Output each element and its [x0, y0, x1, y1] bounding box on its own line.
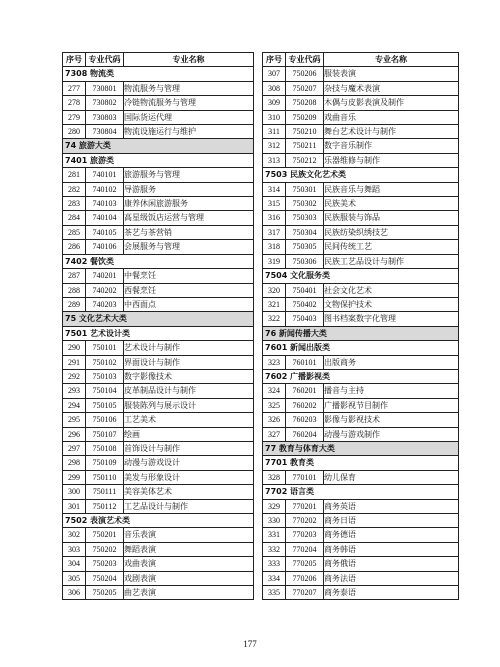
table-row [63, 355, 254, 369]
table-row [63, 441, 254, 455]
subcategory-label: 7502 表演艺术类 [63, 514, 254, 528]
row-code: 760204 [286, 427, 324, 441]
row-code: 740101 [86, 168, 124, 182]
table-row [63, 398, 254, 412]
table-row [63, 499, 254, 513]
table-row [263, 413, 459, 427]
table-row [63, 369, 254, 383]
row-code: 750301 [286, 182, 324, 196]
row-serial: 292 [63, 369, 86, 383]
table-row [63, 470, 254, 484]
row-serial: 311 [263, 125, 286, 139]
row-serial: 297 [63, 441, 86, 455]
row-serial: 304 [63, 557, 86, 571]
row-major-name: 广播影视节目制作 [324, 398, 459, 412]
row-major-name: 图书档案数字化管理 [324, 312, 459, 326]
row-serial: 326 [263, 413, 286, 427]
row-major-name: 民族美术 [324, 197, 459, 211]
row-serial: 283 [63, 197, 86, 211]
row-serial: 305 [63, 571, 86, 585]
row-major-name: 国际货运代理 [124, 110, 254, 124]
row-code: 750212 [286, 153, 324, 167]
table-row [263, 254, 459, 268]
row-major-name: 冷链物流服务与管理 [124, 96, 254, 110]
category-row [63, 312, 254, 326]
row-major-name: 动漫与游戏设计 [124, 456, 254, 470]
row-code: 740203 [86, 297, 124, 311]
row-serial: 316 [263, 211, 286, 225]
row-major-name: 文物保护技术 [324, 297, 459, 311]
row-serial: 281 [63, 168, 86, 182]
row-code: 750208 [286, 96, 324, 110]
table-row [63, 81, 254, 95]
row-major-name: 民族纺染织绣技艺 [324, 225, 459, 239]
row-major-name: 数字音乐制作 [324, 139, 459, 153]
table-row [63, 528, 254, 542]
row-serial: 280 [63, 125, 86, 139]
row-serial: 328 [263, 470, 286, 484]
right-major-table [262, 52, 459, 600]
row-serial: 329 [263, 499, 286, 513]
row-code: 770207 [286, 586, 324, 600]
row-major-name: 商务德语 [324, 528, 459, 542]
row-major-name: 商务法语 [324, 571, 459, 585]
row-code: 750207 [286, 81, 324, 95]
row-major-name: 民族服装与饰品 [324, 211, 459, 225]
category-row [63, 139, 254, 153]
subcategory-label: 7601 新闻出版类 [263, 341, 459, 355]
row-serial: 314 [263, 182, 286, 196]
header-serial: 序号 [63, 53, 86, 67]
row-major-name: 美发与形象设计 [124, 470, 254, 484]
row-code: 760203 [286, 413, 324, 427]
subcategory-label: 7308 物流类 [63, 67, 254, 81]
table-row [263, 355, 459, 369]
row-major-name: 界面设计与制作 [124, 355, 254, 369]
table-row [63, 297, 254, 311]
row-code: 750206 [286, 67, 324, 81]
row-major-name: 艺术设计与制作 [124, 341, 254, 355]
row-code: 750303 [286, 211, 324, 225]
row-major-name: 播音与主持 [324, 384, 459, 398]
row-serial: 287 [63, 269, 86, 283]
table-row [263, 470, 459, 484]
table-row [263, 528, 459, 542]
row-code: 750204 [86, 571, 124, 585]
row-serial: 331 [263, 528, 286, 542]
table-header-row [263, 53, 459, 67]
row-serial: 324 [263, 384, 286, 398]
row-major-name: 皮革制品设计与制作 [124, 384, 254, 398]
row-major-name: 工艺美术 [124, 413, 254, 427]
row-code: 750107 [86, 427, 124, 441]
subcategory-label: 7702 语言类 [263, 485, 459, 499]
row-major-name: 舞蹈表演 [124, 542, 254, 556]
table-row [263, 240, 459, 254]
row-code: 740104 [86, 211, 124, 225]
row-serial: 333 [263, 557, 286, 571]
left-table-body [63, 67, 254, 600]
row-serial: 317 [263, 225, 286, 239]
row-major-name: 戏剧表演 [124, 571, 254, 585]
subcategory-label: 7701 教育类 [263, 456, 459, 470]
row-code: 750104 [86, 384, 124, 398]
row-major-name: 中餐烹饪 [124, 269, 254, 283]
row-code: 740105 [86, 225, 124, 239]
row-major-name: 美容美体艺术 [124, 485, 254, 499]
row-serial: 321 [263, 297, 286, 311]
row-major-name: 木偶与皮影表演及制作 [324, 96, 459, 110]
row-code: 750401 [286, 283, 324, 297]
row-code: 750101 [86, 341, 124, 355]
header-serial: 序号 [263, 53, 286, 67]
row-code: 730802 [86, 96, 124, 110]
table-row [263, 96, 459, 110]
row-major-name: 杂技与魔术表演 [324, 81, 459, 95]
row-major-name: 高星级饭店运营与管理 [124, 211, 254, 225]
row-major-name: 工艺品设计与制作 [124, 499, 254, 513]
row-code: 770206 [286, 571, 324, 585]
row-serial: 325 [263, 398, 286, 412]
table-row [63, 542, 254, 556]
table-row [263, 182, 459, 196]
category-label: 74 旅游大类 [63, 139, 254, 153]
table-row [263, 125, 459, 139]
table-row [63, 225, 254, 239]
row-major-name: 幼儿保育 [324, 470, 459, 484]
subcategory-row [263, 168, 459, 182]
table-row [63, 182, 254, 196]
table-row [63, 485, 254, 499]
table-row [63, 211, 254, 225]
subcategory-row [263, 456, 459, 470]
table-row [263, 211, 459, 225]
row-code: 760101 [286, 355, 324, 369]
row-major-name: 物流服务与管理 [124, 81, 254, 95]
subcategory-row [263, 485, 459, 499]
subcategory-label: 7501 艺术设计类 [63, 326, 254, 340]
category-label: 76 新闻传播大类 [263, 326, 459, 340]
row-code: 750112 [86, 499, 124, 513]
row-serial: 332 [263, 542, 286, 556]
row-major-name: 民族工艺品设计与制作 [324, 254, 459, 268]
row-serial: 319 [263, 254, 286, 268]
row-major-name: 戏曲音乐 [324, 110, 459, 124]
row-code: 770205 [286, 557, 324, 571]
category-label: 75 文化艺术大类 [63, 312, 254, 326]
row-serial: 302 [63, 528, 86, 542]
row-major-name: 影像与影视技术 [324, 413, 459, 427]
row-code: 750106 [86, 413, 124, 427]
row-serial: 291 [63, 355, 86, 369]
row-major-name: 会展服务与管理 [124, 240, 254, 254]
subcategory-row [63, 153, 254, 167]
row-major-name: 首饰设计与制作 [124, 441, 254, 455]
row-major-name: 茶艺与茶营销 [124, 225, 254, 239]
row-code: 750103 [86, 369, 124, 383]
table-row [263, 67, 459, 81]
subcategory-row [63, 326, 254, 340]
row-serial: 334 [263, 571, 286, 585]
row-major-name: 商务日语 [324, 514, 459, 528]
row-serial: 289 [63, 297, 86, 311]
row-code: 750109 [86, 456, 124, 470]
subcategory-row [63, 67, 254, 81]
table-row [63, 96, 254, 110]
table-row [63, 269, 254, 283]
row-code: 770101 [286, 470, 324, 484]
row-serial: 282 [63, 182, 86, 196]
row-serial: 284 [63, 211, 86, 225]
row-code: 760202 [286, 398, 324, 412]
table-row [63, 168, 254, 182]
table-row [263, 139, 459, 153]
row-code: 750203 [86, 557, 124, 571]
table-row [263, 110, 459, 124]
row-serial: 310 [263, 110, 286, 124]
row-major-name: 中西面点 [124, 297, 254, 311]
row-major-name: 戏曲表演 [124, 557, 254, 571]
header-name: 专业名称 [124, 53, 254, 67]
row-code: 730804 [86, 125, 124, 139]
row-serial: 313 [263, 153, 286, 167]
row-serial: 307 [263, 67, 286, 81]
row-code: 750305 [286, 240, 324, 254]
subcategory-label: 7504 文化服务类 [263, 269, 459, 283]
table-row [63, 240, 254, 254]
subcategory-row [263, 369, 459, 383]
row-major-name: 西餐烹饪 [124, 283, 254, 297]
category-row [263, 441, 459, 455]
table-row [63, 456, 254, 470]
table-row [63, 384, 254, 398]
subcategory-label: 7402 餐饮类 [63, 254, 254, 268]
row-major-name: 社会文化艺术 [324, 283, 459, 297]
row-serial: 279 [63, 110, 86, 124]
row-code: 770201 [286, 499, 324, 513]
row-code: 750209 [286, 110, 324, 124]
row-serial: 288 [63, 283, 86, 297]
row-serial: 298 [63, 456, 86, 470]
table-row [63, 341, 254, 355]
row-code: 750403 [286, 312, 324, 326]
row-serial: 301 [63, 499, 86, 513]
table-row [63, 110, 254, 124]
row-major-name: 音乐表演 [124, 528, 254, 542]
row-code: 740102 [86, 182, 124, 196]
row-major-name: 物流设施运行与维护 [124, 125, 254, 139]
table-row [263, 499, 459, 513]
row-code: 770203 [286, 528, 324, 542]
row-code: 750201 [86, 528, 124, 542]
row-code: 740202 [86, 283, 124, 297]
row-code: 760201 [286, 384, 324, 398]
row-code: 740201 [86, 269, 124, 283]
row-major-name: 商务泰语 [324, 586, 459, 600]
row-code: 750102 [86, 355, 124, 369]
row-serial: 309 [263, 96, 286, 110]
row-code: 770202 [286, 514, 324, 528]
table-row [63, 586, 254, 600]
row-major-name: 商务英语 [324, 499, 459, 513]
table-row [63, 427, 254, 441]
row-major-name: 旅游服务与管理 [124, 168, 254, 182]
row-code: 750205 [86, 586, 124, 600]
row-code: 750306 [286, 254, 324, 268]
row-major-name: 商务韩语 [324, 542, 459, 556]
row-serial: 286 [63, 240, 86, 254]
subcategory-row [63, 254, 254, 268]
row-serial: 294 [63, 398, 86, 412]
row-serial: 330 [263, 514, 286, 528]
table-header-row [63, 53, 254, 67]
subcategory-row [263, 269, 459, 283]
row-major-name: 数字影像技术 [124, 369, 254, 383]
table-row [263, 153, 459, 167]
row-code: 750304 [286, 225, 324, 239]
row-major-name: 康养休闲旅游服务 [124, 197, 254, 211]
subcategory-label: 7503 民族文化艺术类 [263, 168, 459, 182]
row-serial: 335 [263, 586, 286, 600]
table-row [263, 542, 459, 556]
row-major-name: 导游服务 [124, 182, 254, 196]
row-serial: 322 [263, 312, 286, 326]
page-number: 177 [243, 639, 257, 649]
subcategory-label: 7401 旅游类 [63, 153, 254, 167]
row-serial: 285 [63, 225, 86, 239]
header-code: 专业代码 [286, 53, 324, 67]
table-row [263, 398, 459, 412]
row-code: 750110 [86, 470, 124, 484]
row-major-name: 民间传统工艺 [324, 240, 459, 254]
table-row [263, 384, 459, 398]
table-row [63, 125, 254, 139]
row-serial: 278 [63, 96, 86, 110]
row-code: 740103 [86, 197, 124, 211]
row-serial: 290 [63, 341, 86, 355]
row-major-name: 舞台艺术设计与制作 [324, 125, 459, 139]
row-serial: 312 [263, 139, 286, 153]
row-serial: 277 [63, 81, 86, 95]
table-row [263, 283, 459, 297]
subcategory-label: 7602 广播影视类 [263, 369, 459, 383]
row-serial: 318 [263, 240, 286, 254]
header-code: 专业代码 [86, 53, 124, 67]
table-row [263, 586, 459, 600]
row-serial: 327 [263, 427, 286, 441]
row-serial: 323 [263, 355, 286, 369]
row-major-name: 绘画 [124, 427, 254, 441]
row-serial: 320 [263, 283, 286, 297]
row-code: 730803 [86, 110, 124, 124]
table-row [263, 197, 459, 211]
header-name: 专业名称 [324, 53, 459, 67]
left-major-table [62, 52, 254, 600]
row-code: 750105 [86, 398, 124, 412]
row-major-name: 民族音乐与舞蹈 [324, 182, 459, 196]
row-serial: 293 [63, 384, 86, 398]
row-serial: 296 [63, 427, 86, 441]
row-serial: 315 [263, 197, 286, 211]
row-code: 750402 [286, 297, 324, 311]
row-serial: 299 [63, 470, 86, 484]
row-serial: 300 [63, 485, 86, 499]
table-row [263, 557, 459, 571]
row-code: 730801 [86, 81, 124, 95]
row-serial: 295 [63, 413, 86, 427]
row-major-name: 商务俄语 [324, 557, 459, 571]
row-code: 750211 [286, 139, 324, 153]
table-row [263, 514, 459, 528]
row-code: 750210 [286, 125, 324, 139]
table-row [63, 571, 254, 585]
table-row [263, 81, 459, 95]
row-code: 750202 [86, 542, 124, 556]
table-row [263, 427, 459, 441]
table-row [263, 312, 459, 326]
row-major-name: 服装表演 [324, 67, 459, 81]
row-code: 740106 [86, 240, 124, 254]
table-row [263, 225, 459, 239]
row-major-name: 曲艺表演 [124, 586, 254, 600]
category-row [263, 326, 459, 340]
row-serial: 308 [263, 81, 286, 95]
row-major-name: 动漫与游戏制作 [324, 427, 459, 441]
category-label: 77 教育与体育大类 [263, 441, 459, 455]
row-major-name: 服装陈列与展示设计 [124, 398, 254, 412]
subcategory-row [63, 514, 254, 528]
row-major-name: 出版商务 [324, 355, 459, 369]
row-major-name: 乐器维修与制作 [324, 153, 459, 167]
table-row [263, 571, 459, 585]
table-row [263, 297, 459, 311]
row-serial: 306 [63, 586, 86, 600]
table-row [63, 413, 254, 427]
right-table-body [263, 67, 459, 600]
row-serial: 303 [63, 542, 86, 556]
row-code: 770204 [286, 542, 324, 556]
row-code: 750108 [86, 441, 124, 455]
row-code: 750111 [86, 485, 124, 499]
table-row [63, 557, 254, 571]
row-code: 750302 [286, 197, 324, 211]
subcategory-row [263, 341, 459, 355]
table-row [63, 283, 254, 297]
table-row [63, 197, 254, 211]
